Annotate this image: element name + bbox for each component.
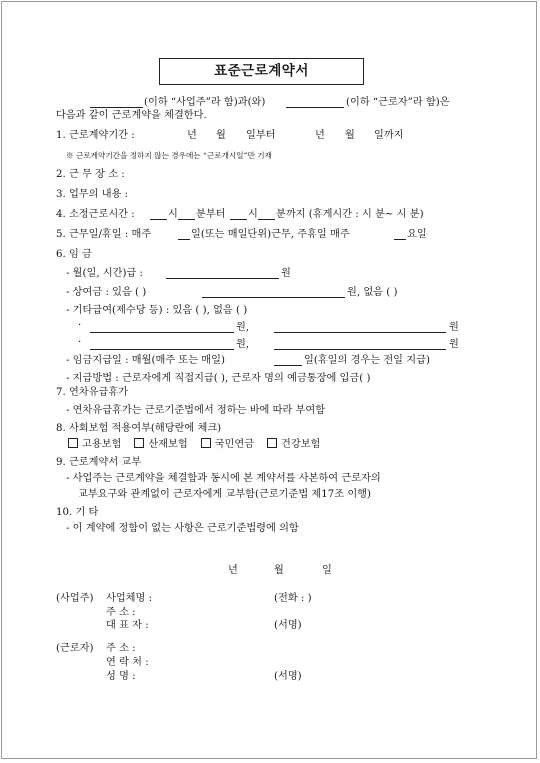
date-day: 일 bbox=[322, 565, 332, 576]
s1-year2: 년 bbox=[315, 130, 325, 141]
employer-name-blank[interactable] bbox=[90, 107, 143, 108]
s5-holiday-blank[interactable] bbox=[394, 239, 406, 240]
intro-line2: 다음과 같이 근로계약을 체결한다. bbox=[56, 110, 207, 121]
s6-row1-blank1[interactable] bbox=[90, 332, 234, 333]
s9-label: 9. 근로계약서 교부 bbox=[56, 457, 142, 468]
s6-row2-blank2[interactable] bbox=[274, 349, 446, 350]
s1-label: 1. 근로계약기간 : bbox=[56, 130, 135, 141]
employer-signature[interactable]: (서명) bbox=[274, 620, 302, 631]
worker-signature[interactable]: (서명) bbox=[274, 671, 302, 682]
s6-row2-won: 원, bbox=[236, 339, 250, 350]
date-month: 월 bbox=[274, 565, 284, 576]
s6-row1-end: 원 bbox=[449, 322, 459, 333]
s6-row2-end: 원 bbox=[449, 339, 459, 350]
s1-day1: 일부터 bbox=[246, 130, 276, 141]
worker-name: 성 명 : bbox=[106, 671, 136, 682]
employer-label: (사업주) bbox=[56, 593, 94, 604]
s7-label: 7. 연차유급휴가 bbox=[56, 387, 129, 398]
s8-options bbox=[68, 438, 320, 451]
document-title: 표준근로계약서 bbox=[159, 58, 364, 85]
s6-payday-blank[interactable] bbox=[274, 365, 302, 366]
s1-year1: 년 bbox=[187, 130, 197, 141]
s1-day2: 일까지 bbox=[374, 130, 404, 141]
s6-monthly-blank[interactable] bbox=[166, 278, 279, 279]
s6-row1-won: 원, bbox=[236, 322, 250, 333]
worker-address: 주 소 : bbox=[106, 643, 136, 654]
insurance-option-health[interactable]: 건강보험 bbox=[267, 439, 320, 450]
s7-desc: - 연차유급휴가는 근로기준법에서 정하는 바에 따라 부여함 bbox=[66, 405, 326, 416]
worker-name-blank[interactable] bbox=[286, 107, 344, 108]
s4-start-hour-blank[interactable] bbox=[150, 219, 167, 220]
checkbox-icon[interactable] bbox=[68, 438, 78, 448]
s6-payday-label: - 임금지급일 : 매월(매주 또는 매일) bbox=[66, 355, 225, 366]
s6-monthly-won: 원 bbox=[281, 268, 291, 279]
s6-row1-blank2[interactable] bbox=[274, 332, 446, 333]
employer-rep: 대 표 자 : bbox=[106, 620, 149, 631]
s1-month2: 월 bbox=[345, 130, 355, 141]
s4-h: 시 bbox=[168, 209, 178, 220]
s9-desc2: 교부요구와 관계없이 근로자에게 교부함(근로기준법 제17조 이행) bbox=[78, 489, 371, 500]
s4-start-min-blank[interactable] bbox=[178, 219, 195, 220]
s6-method: - 지급방법 : 근로자에게 직접지급( ), 근로자 명의 예금통장에 입금( ) bbox=[66, 373, 371, 384]
s6-bonus-label: - 상여금 : 있음 ( ) bbox=[66, 287, 147, 298]
s5-label: 5. 근무일/휴일 : 매주 bbox=[56, 229, 152, 240]
checkbox-icon[interactable] bbox=[134, 438, 144, 448]
s6-bonus-rest: 원, 없음 ( ) bbox=[347, 287, 398, 298]
s9-desc1: - 사업주는 근로계약을 체결함과 동시에 본 계약서를 사본하여 근로자의 bbox=[66, 473, 381, 484]
s4-until: 분까지 (휴게시간 : 시 분~ 시 분) bbox=[276, 209, 424, 220]
s1-month1: 월 bbox=[216, 130, 226, 141]
intro-worker-text: (이하 “근로자”라 함)은 bbox=[346, 97, 450, 108]
s6-payday-rest: 일(휴일의 경우는 전일 지급) bbox=[304, 355, 430, 366]
worker-label: (근로자) bbox=[56, 643, 94, 654]
s8-label: 8. 사회보험 적용여부(해당란에 체크) bbox=[56, 423, 222, 434]
s6-label: 6. 임 금 bbox=[56, 249, 92, 260]
intro-employer-text: (이하 “사업주”라 함)과(와) bbox=[144, 97, 266, 108]
s4-end-hour-blank[interactable] bbox=[230, 219, 247, 220]
s2-label: 2. 근 무 장 소 : bbox=[56, 169, 125, 180]
employer-address: 주 소 : bbox=[106, 607, 136, 618]
s3-label: 3. 업무의 내용 : bbox=[56, 189, 129, 200]
s5-mid: 일(또는 매일단위)근무, 주휴일 매주 bbox=[191, 229, 350, 240]
s4-from: 분부터 bbox=[196, 209, 226, 220]
s6-bonus-blank[interactable] bbox=[202, 297, 345, 298]
s4-label: 4. 소정근로시간 : bbox=[56, 209, 135, 220]
s6-row1-dot: · bbox=[78, 320, 82, 331]
insurance-option-pension[interactable]: 국민연금 bbox=[201, 439, 254, 450]
s6-row2-blank1[interactable] bbox=[90, 349, 234, 350]
s6-row2-dot: · bbox=[78, 337, 82, 348]
employer-company: 사업체명 : bbox=[106, 593, 153, 604]
employer-phone: (전화 : ) bbox=[274, 593, 312, 604]
date-year: 년 bbox=[228, 565, 238, 576]
s5-days-blank[interactable] bbox=[178, 239, 190, 240]
s1-note: ※ 근로계약기간을 정하지 않는 경우에는 “근로개시일”만 기재 bbox=[66, 151, 272, 160]
s6-other-label: - 기타급여(제수당 등) : 있음 ( ), 없음 ( ) bbox=[66, 305, 248, 316]
s6-monthly-label: - 월(일, 시간)급 : bbox=[66, 268, 143, 279]
s4-h2: 시 bbox=[248, 209, 258, 220]
checkbox-icon[interactable] bbox=[267, 438, 277, 448]
contract-page bbox=[1, 1, 537, 759]
s10-label: 10. 기 타 bbox=[56, 507, 99, 518]
insurance-option-employment[interactable]: 고용보험 bbox=[68, 439, 121, 450]
worker-contact: 연 락 처 : bbox=[106, 657, 149, 668]
s5-end: 요일 bbox=[407, 229, 427, 240]
checkbox-icon[interactable] bbox=[201, 438, 211, 448]
s10-desc: - 이 계약에 정함이 없는 사항은 근로기준법령에 의함 bbox=[66, 523, 299, 534]
s4-end-min-blank[interactable] bbox=[258, 219, 275, 220]
insurance-option-industrial[interactable]: 산재보험 bbox=[134, 439, 187, 450]
